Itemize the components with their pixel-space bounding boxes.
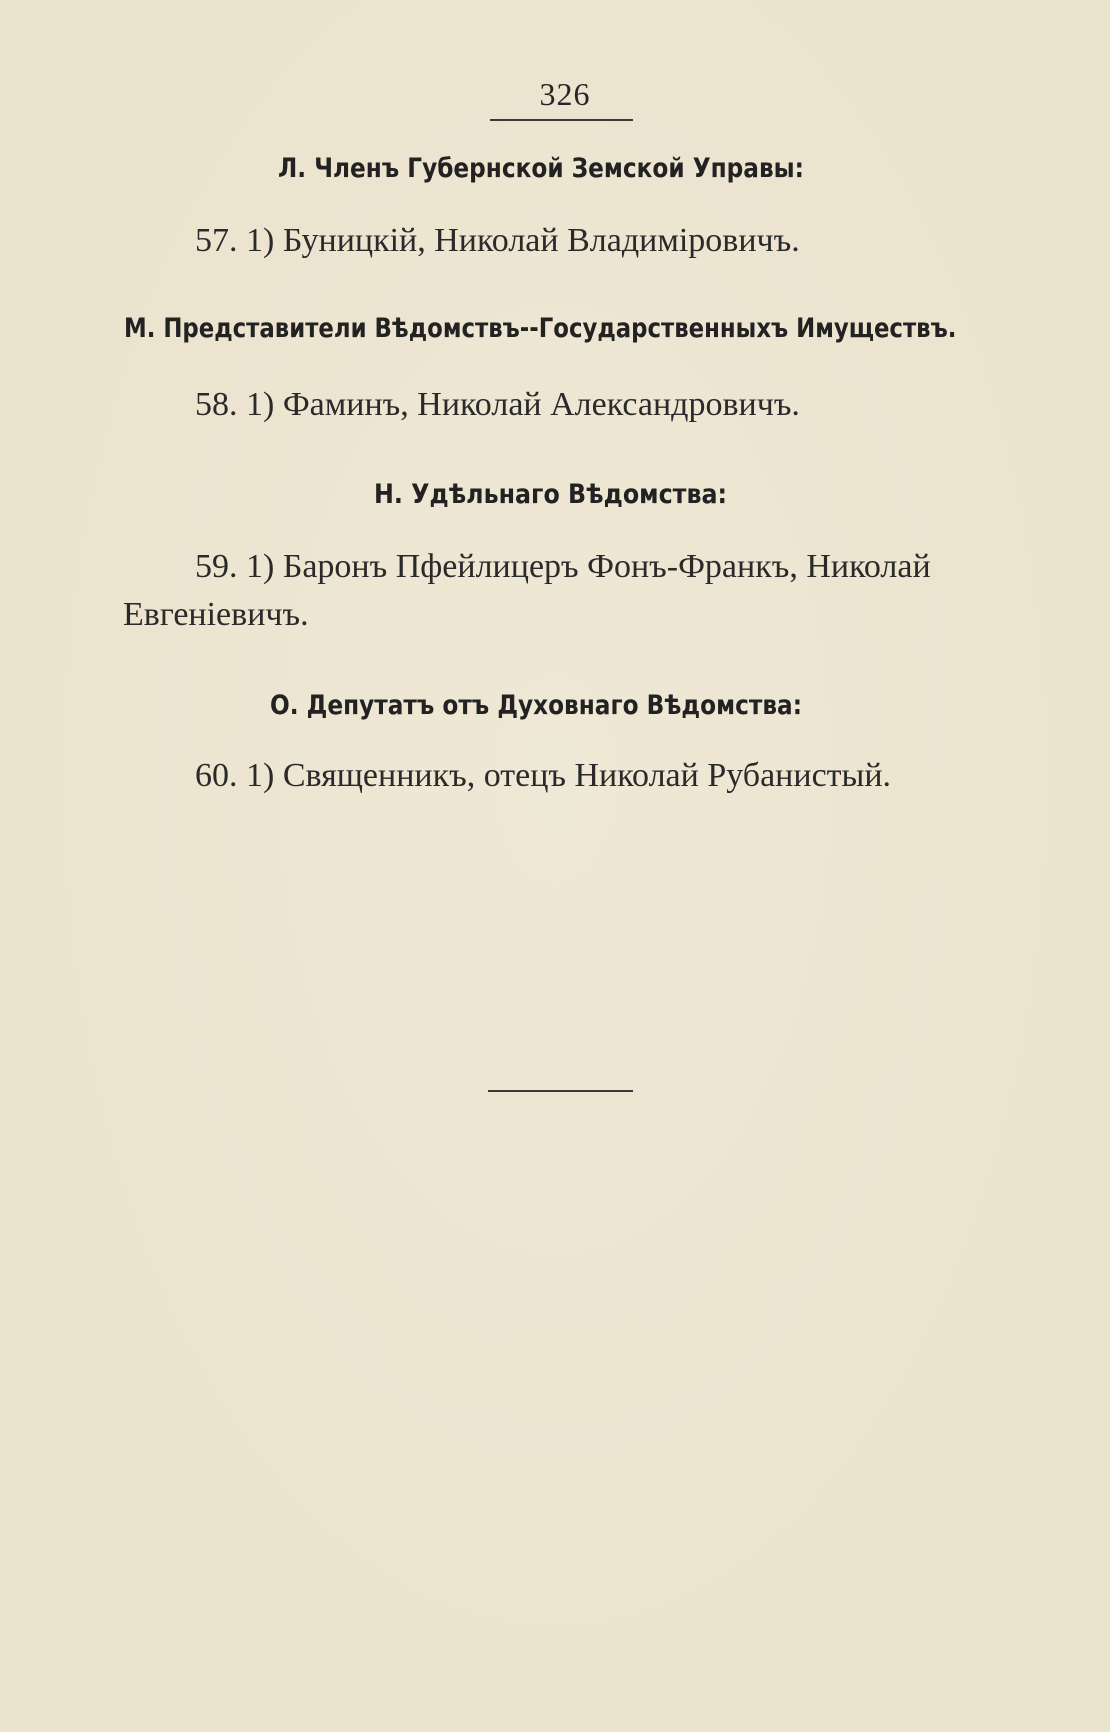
entry-58: 58. 1) Фаминъ, Николай Александровичъ. [195, 386, 800, 423]
entry-57: 57. 1) Буницкій, Николай Владиміровичъ. [195, 222, 800, 259]
section-heading-o: О. Депутатъ отъ Духовнаго Вѣдомства: [270, 690, 802, 721]
section-heading-n: Н. Удѣльнаго Вѣдомства: [374, 479, 728, 510]
page-number: 326 [539, 76, 591, 112]
top-divider [490, 119, 633, 121]
section-heading-m: М. Представители Вѣдомствъ--Государственныхъ Имуществъ. [124, 313, 957, 344]
section-heading-l: Л. Членъ Губернской Земской Управы: [278, 153, 804, 184]
entry-59-line-1: 59. 1) Баронъ Пфейлицеръ Фонъ-Франкъ, Николай [195, 548, 931, 585]
entry-59-line-2: Евгеніевичъ. [123, 596, 309, 633]
bottom-divider [488, 1090, 633, 1092]
entry-60: 60. 1) Священникъ, отецъ Николай Рубанистый. [195, 757, 892, 794]
